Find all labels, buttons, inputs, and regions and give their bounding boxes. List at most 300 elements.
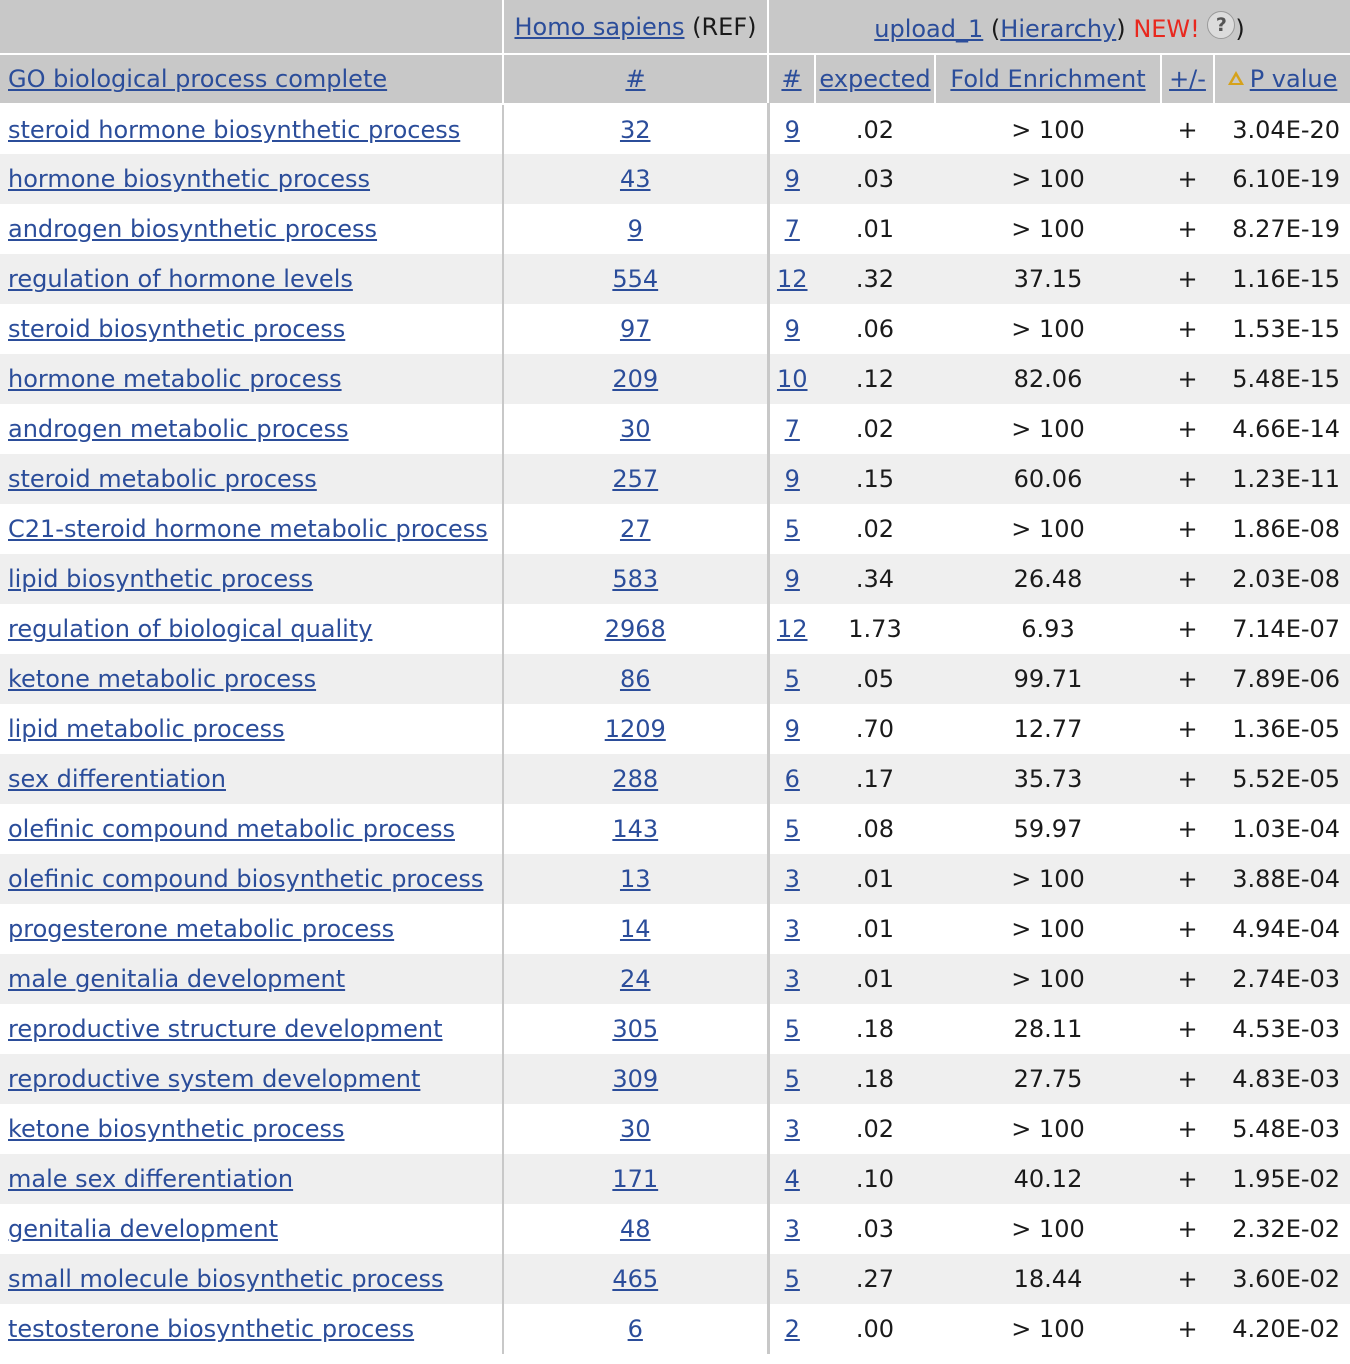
go-term-link[interactable]: progesterone metabolic process — [8, 915, 395, 943]
p-value-cell: 7.14E-07 — [1232, 615, 1341, 643]
fold-enrichment-cell: 28.11 — [1013, 1015, 1083, 1043]
expected-cell: .27 — [815, 1254, 935, 1304]
expected-cell: 1.73 — [848, 615, 902, 643]
table-row — [0, 254, 1350, 304]
fold-enrichment-cell: 99.71 — [935, 654, 1161, 704]
table-row — [0, 1304, 1350, 1354]
ref-count-cell — [503, 354, 768, 404]
direction-cell: + — [1177, 815, 1198, 843]
fold-enrichment-cell: > 100 — [1011, 215, 1085, 243]
direction-cell: + — [1177, 215, 1198, 243]
count-link[interactable]: 2 — [784, 1315, 800, 1343]
go-term-cell — [0, 854, 503, 904]
go-term-cell — [0, 1104, 503, 1154]
go-term-cell — [0, 1204, 503, 1254]
table-row — [0, 1104, 1350, 1154]
count-cell — [768, 804, 815, 854]
count-link[interactable]: 3 — [784, 915, 800, 943]
fold-enrichment-cell: > 100 — [1011, 1315, 1085, 1343]
expected-cell: .01 — [815, 854, 935, 904]
expected-cell: .05 — [815, 654, 935, 704]
col-header-direction — [1161, 54, 1214, 104]
sort-direction-link[interactable]: +/- — [1169, 65, 1206, 93]
direction-cell: + — [1161, 354, 1214, 404]
expected-cell: .18 — [855, 1015, 895, 1043]
count-link[interactable]: 7 — [784, 215, 800, 243]
header-row-group — [0, 0, 1350, 54]
direction-cell: + — [1177, 915, 1198, 943]
ref-count-link[interactable]: 257 — [612, 465, 659, 493]
count-cell — [768, 454, 815, 504]
direction-cell: + — [1161, 554, 1214, 604]
ref-count-cell — [503, 204, 768, 254]
fold-enrichment-cell: 27.75 — [935, 1054, 1161, 1104]
table-row — [0, 404, 1350, 454]
count-cell — [768, 754, 815, 804]
count-cell — [768, 1054, 815, 1104]
expected-cell: .34 — [815, 554, 935, 604]
fold-enrichment-cell: > 100 — [1011, 1115, 1085, 1143]
count-link[interactable]: 5 — [784, 1015, 800, 1043]
ref-count-cell — [503, 404, 768, 454]
count-link[interactable]: 6 — [784, 765, 800, 793]
reference-list-header — [503, 0, 768, 54]
expected-cell: .02 — [855, 515, 895, 543]
sort-ascending-icon — [1228, 71, 1244, 85]
ref-count-cell — [503, 504, 768, 554]
count-cell — [768, 354, 815, 404]
go-term-link[interactable]: C21-steroid hormone metabolic process — [8, 515, 488, 543]
count-link[interactable]: 9 — [784, 465, 800, 493]
go-term-link[interactable]: olefinic compound biosynthetic process — [8, 865, 484, 893]
count-cell — [768, 1154, 815, 1204]
count-cell — [768, 404, 815, 454]
ref-count-cell — [503, 1104, 768, 1154]
table-row — [0, 854, 1350, 904]
expected-cell: .06 — [855, 315, 895, 343]
count-link[interactable]: 3 — [784, 865, 800, 893]
go-term-cell — [0, 554, 503, 604]
ref-count-link[interactable]: 30 — [619, 1115, 651, 1143]
fold-enrichment-cell: > 100 — [935, 854, 1161, 904]
fold-enrichment-cell: 60.06 — [935, 454, 1161, 504]
ref-count-cell — [503, 104, 768, 154]
ref-count-link[interactable]: 143 — [612, 815, 659, 843]
expected-cell: .01 — [855, 915, 895, 943]
ref-count-cell — [503, 704, 768, 754]
expected-cell: .08 — [855, 815, 895, 843]
p-value-cell: 2.32E-02 — [1232, 1215, 1341, 1243]
p-value-cell: 4.83E-03 — [1214, 1054, 1350, 1104]
go-term-cell — [0, 354, 503, 404]
expected-cell: .02 — [855, 415, 895, 443]
direction-cell: + — [1177, 715, 1198, 743]
count-cell — [768, 1204, 815, 1254]
go-term-link[interactable]: steroid metabolic process — [8, 465, 317, 493]
go-term-link[interactable]: olefinic compound metabolic process — [8, 815, 455, 843]
ref-count-cell — [503, 904, 768, 954]
go-term-cell — [0, 204, 503, 254]
go-term-link[interactable]: lipid biosynthetic process — [8, 565, 314, 593]
sort-expected-link[interactable]: expected — [819, 65, 931, 93]
direction-cell: + — [1177, 515, 1198, 543]
go-term-cell — [0, 704, 503, 754]
direction-cell: + — [1161, 1054, 1214, 1104]
expected-cell: .01 — [855, 215, 895, 243]
upload-link[interactable]: upload_1 — [874, 14, 984, 43]
go-term-cell — [0, 1154, 503, 1204]
go-term-cell — [0, 1254, 503, 1304]
go-term-link[interactable]: lipid metabolic process — [8, 715, 285, 743]
fold-enrichment-cell: 37.15 — [935, 254, 1161, 304]
ref-count-link[interactable]: 305 — [612, 1015, 659, 1043]
go-term-link[interactable]: genitalia development — [8, 1215, 278, 1243]
fold-enrichment-cell: > 100 — [1011, 1215, 1085, 1243]
ref-count-link[interactable]: 309 — [612, 1065, 659, 1093]
ref-count-link[interactable]: 32 — [619, 115, 651, 144]
count-cell — [768, 154, 815, 204]
p-value-cell: 1.16E-15 — [1214, 254, 1350, 304]
p-value-cell: 2.03E-08 — [1214, 554, 1350, 604]
count-link[interactable]: 4 — [784, 1165, 800, 1193]
ref-count-cell — [503, 1304, 768, 1354]
go-term-cell — [0, 154, 503, 204]
go-term-link[interactable]: regulation of biological quality — [8, 615, 373, 643]
ref-count-cell — [503, 254, 768, 304]
ref-count-link[interactable]: 9 — [627, 215, 643, 243]
sort-ref-count-link[interactable]: # — [625, 65, 646, 93]
fold-enrichment-cell: 6.93 — [1021, 615, 1075, 643]
p-value-cell: 1.86E-08 — [1232, 515, 1341, 543]
direction-cell: + — [1161, 654, 1214, 704]
table-row — [0, 504, 1350, 554]
col-header-ref-count — [503, 54, 768, 104]
direction-cell: + — [1161, 1154, 1214, 1204]
paren-close: ) — [1116, 14, 1126, 43]
ref-count-cell — [503, 554, 768, 604]
count-link[interactable]: 3 — [784, 1115, 800, 1143]
direction-cell: + — [1161, 254, 1214, 304]
count-link[interactable]: 5 — [784, 1065, 800, 1093]
go-term-link[interactable]: hormone metabolic process — [8, 365, 342, 393]
go-term-link[interactable]: male sex differentiation — [8, 1165, 294, 1193]
expected-cell: .70 — [855, 715, 895, 743]
ref-count-link[interactable]: 13 — [619, 865, 651, 893]
go-term-cell — [0, 654, 503, 704]
ref-count-cell — [503, 304, 768, 354]
fold-enrichment-cell: > 100 — [935, 954, 1161, 1004]
go-term-link[interactable]: hormone biosynthetic process — [8, 165, 371, 193]
expected-cell: .32 — [815, 254, 935, 304]
go-term-cell — [0, 754, 503, 804]
table-row — [0, 704, 1350, 754]
p-value-cell: 4.66E-14 — [1232, 415, 1341, 443]
p-value-cell: 1.23E-11 — [1214, 454, 1350, 504]
ref-count-link[interactable]: 554 — [612, 265, 659, 293]
count-cell — [768, 104, 815, 154]
expected-cell: .15 — [815, 454, 935, 504]
p-value-cell: 1.53E-15 — [1232, 315, 1341, 343]
table-row — [0, 804, 1350, 854]
direction-cell: + — [1161, 154, 1214, 204]
sort-fold-enrichment-link[interactable]: Fold Enrichment — [950, 65, 1146, 93]
table-row — [0, 654, 1350, 704]
ref-count-cell — [503, 854, 768, 904]
count-cell — [768, 654, 815, 704]
count-link[interactable]: 5 — [784, 1265, 800, 1293]
new-badge: NEW! — [1133, 14, 1200, 43]
direction-cell: + — [1177, 1015, 1198, 1043]
go-term-cell — [0, 954, 503, 1004]
ref-count-cell — [503, 454, 768, 504]
go-term-link[interactable]: steroid biosynthetic process — [8, 315, 346, 343]
go-term-link[interactable]: ketone biosynthetic process — [8, 1115, 345, 1143]
expected-cell: .18 — [815, 1054, 935, 1104]
p-value-cell: 1.95E-02 — [1214, 1154, 1350, 1204]
col-header-expected — [815, 54, 935, 104]
fold-enrichment-cell: > 100 — [1011, 315, 1085, 343]
count-cell — [768, 554, 815, 604]
direction-cell: + — [1177, 315, 1198, 343]
direction-cell: + — [1177, 615, 1198, 643]
fold-enrichment-cell: 82.06 — [935, 354, 1161, 404]
expected-cell: .02 — [855, 1115, 895, 1143]
ref-count-cell — [503, 604, 768, 654]
fold-enrichment-cell: 35.73 — [935, 754, 1161, 804]
ref-count-link[interactable]: 24 — [619, 965, 651, 993]
direction-cell: + — [1161, 754, 1214, 804]
direction-cell: + — [1177, 115, 1198, 144]
ref-count-cell — [503, 1054, 768, 1104]
fold-enrichment-cell: > 100 — [1011, 415, 1085, 443]
ref-count-link[interactable]: 30 — [619, 415, 651, 443]
direction-cell: + — [1161, 954, 1214, 1004]
ref-count-link[interactable]: 43 — [619, 165, 651, 193]
go-term-cell — [0, 804, 503, 854]
count-link[interactable]: 9 — [784, 315, 800, 343]
count-cell — [768, 304, 815, 354]
go-term-cell — [0, 1054, 503, 1104]
p-value-cell: 1.03E-04 — [1232, 815, 1341, 843]
expected-cell: .03 — [855, 1215, 895, 1243]
count-cell — [768, 854, 815, 904]
count-cell — [768, 1304, 815, 1354]
ref-count-cell — [503, 754, 768, 804]
count-cell — [768, 604, 815, 654]
fold-enrichment-cell: > 100 — [935, 154, 1161, 204]
ref-count-link[interactable]: 209 — [612, 365, 659, 393]
sort-p-value-link[interactable]: P value — [1249, 65, 1338, 93]
count-link[interactable]: 3 — [784, 1215, 800, 1243]
ref-count-cell — [503, 1254, 768, 1304]
col-header-fold-enrichment — [935, 54, 1161, 104]
ref-count-cell — [503, 154, 768, 204]
go-term-link[interactable]: ketone metabolic process — [8, 665, 317, 693]
go-term-cell — [0, 304, 503, 354]
p-value-cell: 4.94E-04 — [1232, 915, 1341, 943]
fold-enrichment-cell: > 100 — [1011, 915, 1085, 943]
go-term-cell — [0, 454, 503, 504]
p-value-cell: 4.20E-02 — [1232, 1315, 1341, 1343]
count-cell — [768, 954, 815, 1004]
direction-cell: + — [1177, 1115, 1198, 1143]
direction-cell: + — [1177, 415, 1198, 443]
ref-count-link[interactable]: 288 — [612, 765, 659, 793]
ref-count-link[interactable]: 2968 — [604, 615, 666, 643]
fold-enrichment-cell: 40.12 — [935, 1154, 1161, 1204]
go-term-link[interactable]: regulation of hormone levels — [8, 265, 353, 293]
p-value-cell: 3.88E-04 — [1214, 854, 1350, 904]
expected-cell: .01 — [815, 954, 935, 1004]
direction-cell: + — [1177, 1315, 1198, 1343]
p-value-cell: 2.74E-03 — [1214, 954, 1350, 1004]
paren-open: ( — [990, 14, 1001, 43]
direction-cell: + — [1161, 1254, 1214, 1304]
table-row — [0, 554, 1350, 604]
ref-count-link[interactable]: 48 — [619, 1215, 651, 1243]
table-row — [0, 954, 1350, 1004]
table-row — [0, 354, 1350, 404]
go-term-cell — [0, 604, 503, 654]
upload-list-header — [768, 0, 1350, 54]
ref-count-cell — [503, 1154, 768, 1204]
fold-enrichment-cell: > 100 — [1011, 115, 1085, 144]
go-term-cell — [0, 904, 503, 954]
go-term-cell — [0, 254, 503, 304]
sort-go-process-link[interactable]: GO biological process complete — [8, 65, 388, 93]
go-term-link[interactable]: androgen biosynthetic process — [8, 215, 378, 243]
table-row — [0, 1154, 1350, 1204]
count-link[interactable]: 9 — [784, 165, 800, 193]
organism-link[interactable]: Homo sapiens — [514, 12, 685, 41]
count-cell — [768, 204, 815, 254]
p-value-cell: 3.60E-02 — [1214, 1254, 1350, 1304]
fold-enrichment-cell: 26.48 — [935, 554, 1161, 604]
hierarchy-link[interactable]: Hierarchy — [1000, 14, 1117, 43]
ref-count-link[interactable]: 97 — [619, 315, 651, 343]
count-link[interactable]: 9 — [784, 715, 800, 743]
expected-cell: .02 — [855, 115, 895, 144]
p-value-cell: 5.52E-05 — [1214, 754, 1350, 804]
sort-count-link[interactable]: # — [781, 65, 802, 93]
expected-cell: .17 — [815, 754, 935, 804]
direction-cell: + — [1161, 854, 1214, 904]
table-row — [0, 1204, 1350, 1254]
count-cell — [768, 704, 815, 754]
expected-cell: .10 — [815, 1154, 935, 1204]
count-cell — [768, 1104, 815, 1154]
count-link[interactable]: 3 — [784, 965, 800, 993]
ref-count-cell — [503, 1204, 768, 1254]
ref-count-link[interactable]: 465 — [612, 1265, 659, 1293]
fold-enrichment-cell: 12.77 — [1013, 715, 1083, 743]
expected-cell: .12 — [815, 354, 935, 404]
go-term-cell — [0, 104, 503, 154]
count-link[interactable]: 5 — [784, 515, 800, 543]
go-term-link[interactable]: reproductive system development — [8, 1065, 421, 1093]
table-row — [0, 304, 1350, 354]
table-row — [0, 1054, 1350, 1104]
ref-count-link[interactable]: 6 — [627, 1315, 643, 1343]
count-link[interactable]: 7 — [784, 415, 800, 443]
fold-enrichment-cell: 18.44 — [935, 1254, 1161, 1304]
table-row — [0, 1004, 1350, 1054]
go-term-cell — [0, 404, 503, 454]
help-icon[interactable]: ? — [1207, 11, 1235, 39]
ref-count-cell — [503, 1004, 768, 1054]
count-link[interactable]: 5 — [784, 815, 800, 843]
go-term-link[interactable]: sex differentiation — [8, 765, 226, 793]
ref-count-link[interactable]: 86 — [619, 665, 651, 693]
table-row — [0, 154, 1350, 204]
table-row — [0, 1254, 1350, 1304]
count-link[interactable]: 10 — [776, 365, 808, 393]
ref-count-cell — [503, 804, 768, 854]
p-value-cell: 4.53E-03 — [1232, 1015, 1341, 1043]
fold-enrichment-cell: > 100 — [1011, 515, 1085, 543]
expected-cell: .03 — [815, 154, 935, 204]
direction-cell: + — [1161, 454, 1214, 504]
ref-count-link[interactable]: 1209 — [604, 715, 666, 743]
results-body — [0, 104, 1350, 1354]
go-term-link[interactable]: steroid hormone biosynthetic process — [8, 115, 461, 144]
direction-cell: + — [1177, 1215, 1198, 1243]
ref-count-link[interactable]: 583 — [612, 565, 659, 593]
go-term-link[interactable]: reproductive structure development — [8, 1015, 443, 1043]
count-link[interactable]: 12 — [776, 265, 808, 293]
p-value-cell: 6.10E-19 — [1214, 154, 1350, 204]
p-value-cell: 5.48E-15 — [1214, 354, 1350, 404]
ref-count-link[interactable]: 171 — [612, 1165, 659, 1193]
p-value-cell: 8.27E-19 — [1232, 215, 1341, 243]
count-cell — [768, 1004, 815, 1054]
table-row — [0, 104, 1350, 154]
count-link[interactable]: 12 — [776, 615, 808, 643]
count-link[interactable]: 9 — [784, 565, 800, 593]
p-value-cell: 1.36E-05 — [1232, 715, 1341, 743]
col-header-p-value — [1214, 54, 1350, 104]
go-term-link[interactable]: small molecule biosynthetic process — [8, 1265, 444, 1293]
count-cell — [768, 904, 815, 954]
p-value-cell: 3.04E-20 — [1232, 115, 1341, 144]
ref-count-link[interactable]: 27 — [619, 515, 651, 543]
header-blank-cell — [0, 0, 503, 54]
go-term-link[interactable]: male genitalia development — [8, 965, 346, 993]
count-link[interactable]: 5 — [784, 665, 800, 693]
ref-count-cell — [503, 654, 768, 704]
count-cell — [768, 1254, 815, 1304]
table-row — [0, 904, 1350, 954]
p-value-cell: 5.48E-03 — [1232, 1115, 1341, 1143]
fold-enrichment-cell: 59.97 — [1013, 815, 1083, 843]
count-cell — [768, 254, 815, 304]
trailing-paren: ) — [1235, 14, 1245, 43]
expected-cell: .00 — [855, 1315, 895, 1343]
count-cell — [768, 504, 815, 554]
table-row — [0, 604, 1350, 654]
go-term-cell — [0, 1304, 503, 1354]
p-value-cell: 7.89E-06 — [1214, 654, 1350, 704]
table-row — [0, 204, 1350, 254]
count-link[interactable]: 9 — [784, 115, 800, 144]
go-term-link[interactable]: testosterone biosynthetic process — [8, 1315, 415, 1343]
table-row — [0, 754, 1350, 804]
ref-count-link[interactable]: 14 — [619, 915, 651, 943]
col-header-count — [768, 54, 815, 104]
go-term-link[interactable]: androgen metabolic process — [8, 415, 349, 443]
header-row-columns — [0, 54, 1350, 104]
ref-count-cell — [503, 954, 768, 1004]
